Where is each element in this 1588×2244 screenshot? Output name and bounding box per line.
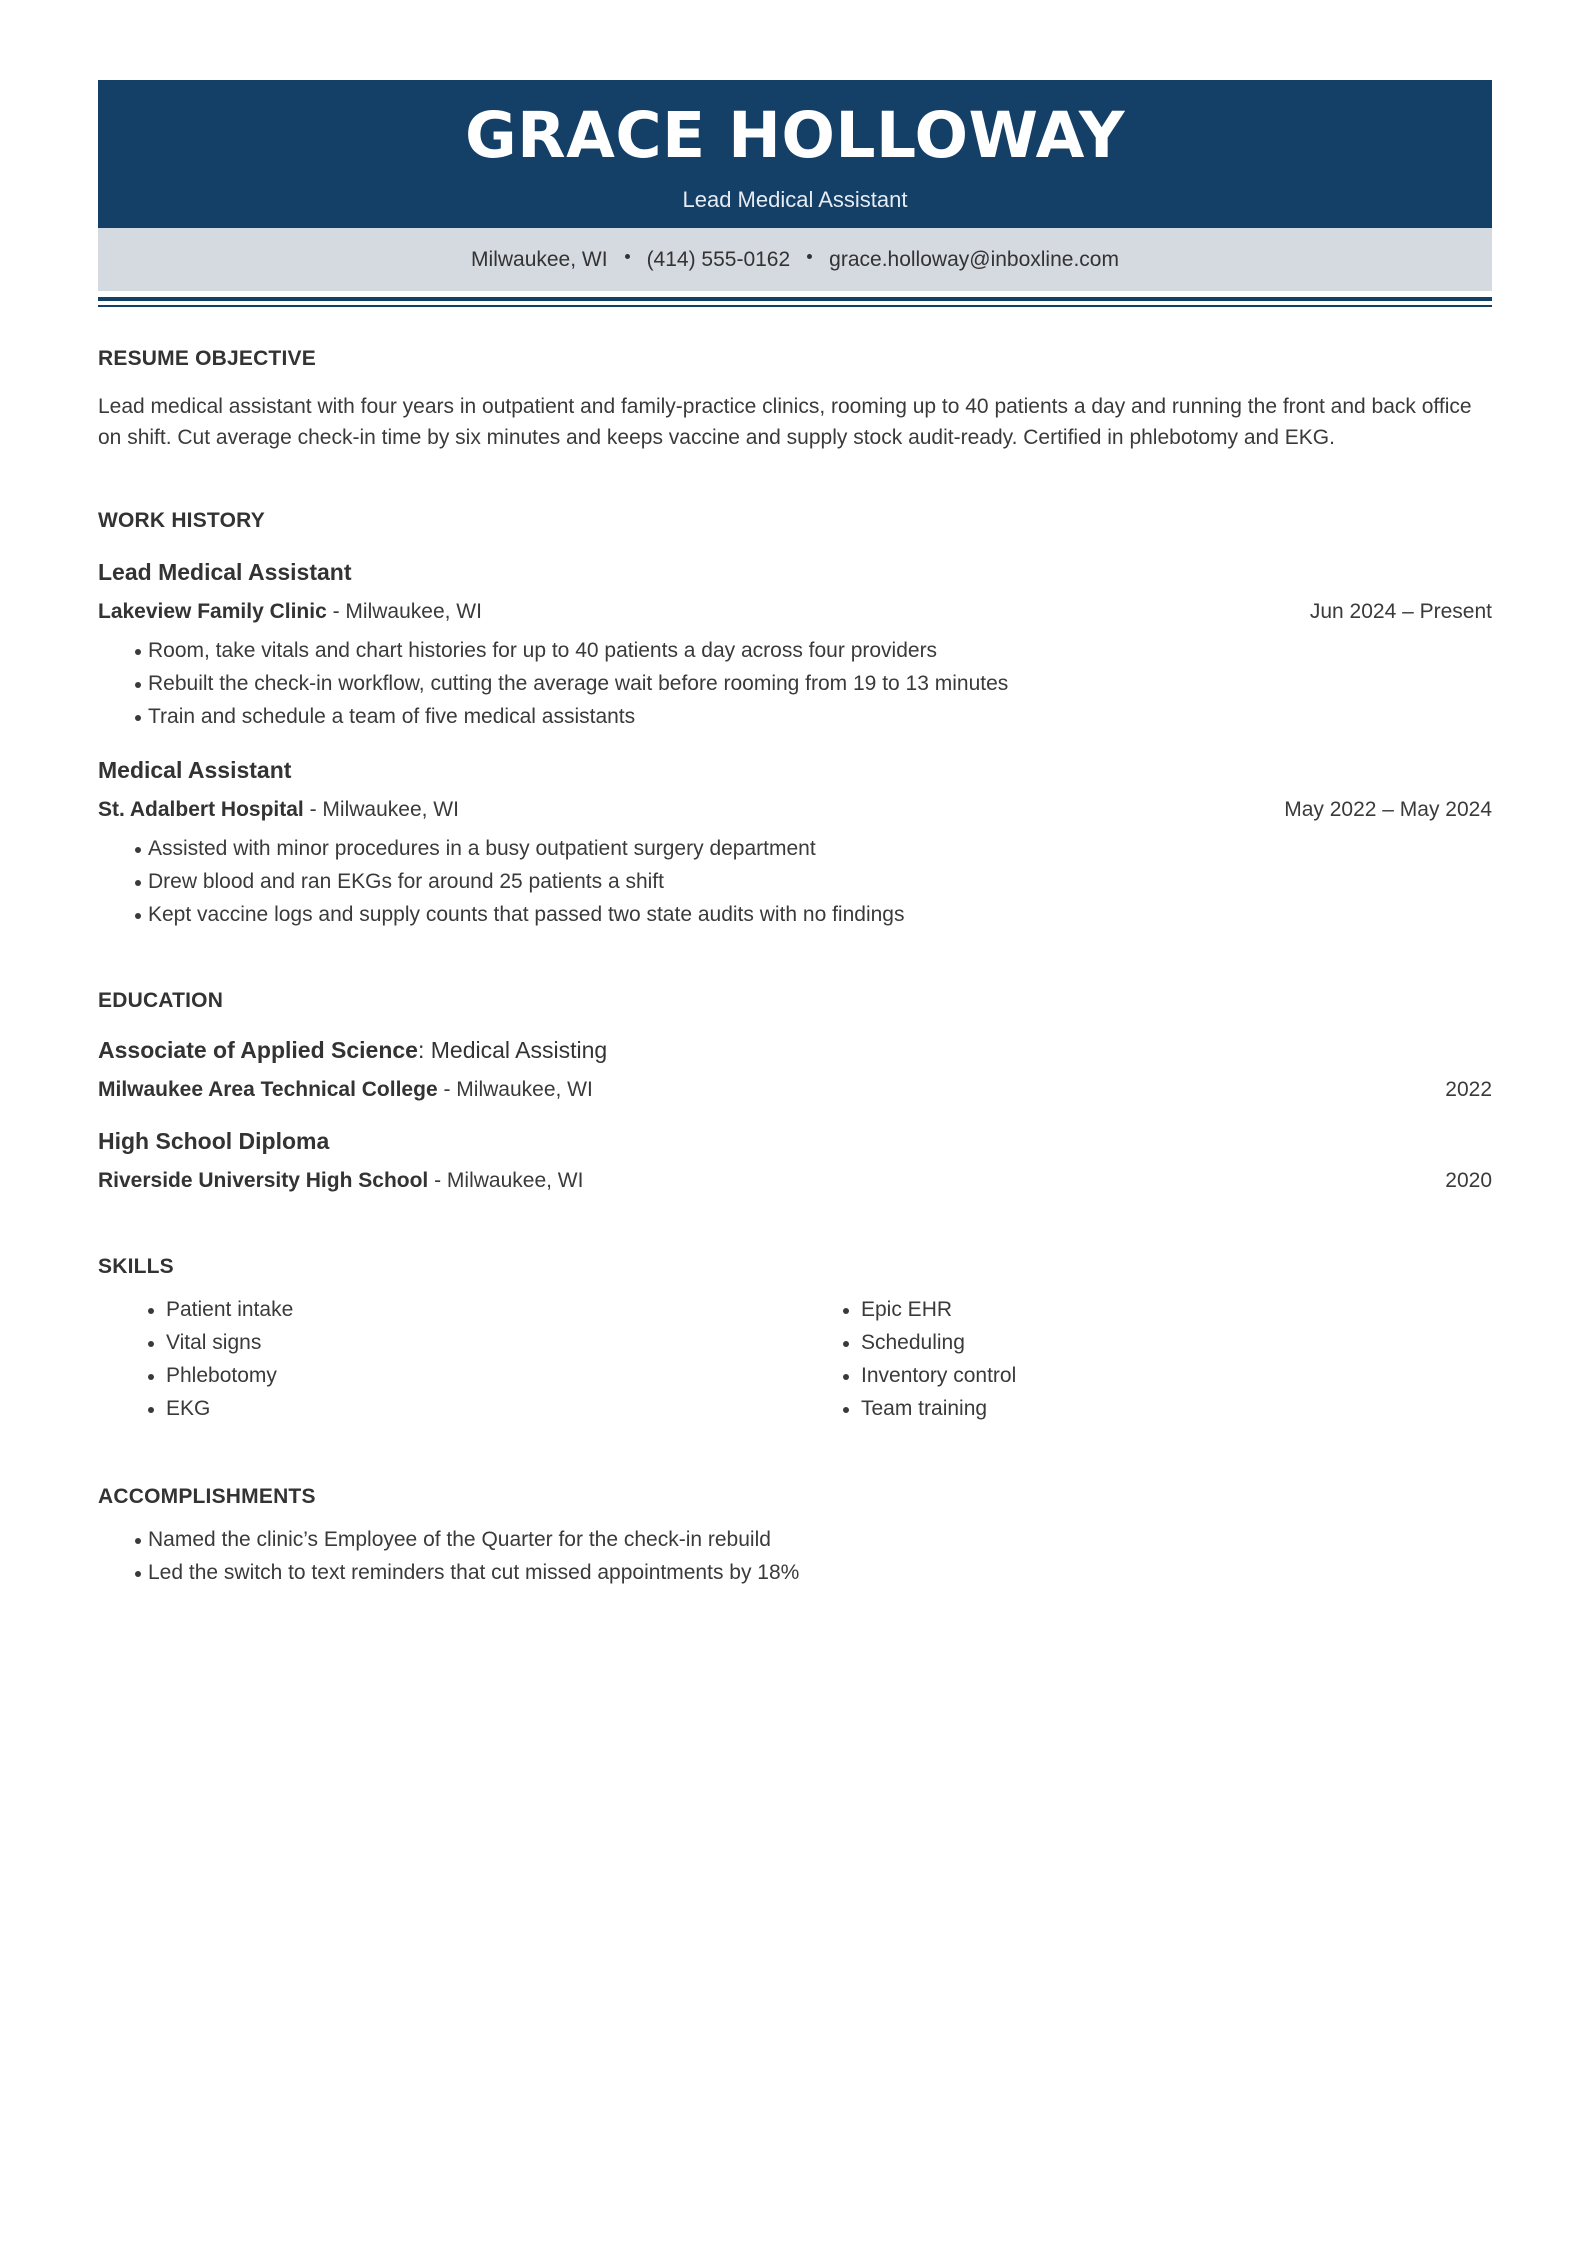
job-title: Medical Assistant — [98, 757, 292, 783]
education-degree-line — [98, 1128, 1492, 1155]
education-school: Riverside University High School — [98, 1169, 429, 1192]
job-entry — [98, 559, 1492, 733]
list-item: Kept vaccine logs and supply counts that passed two state audits with no findings — [98, 898, 1492, 931]
bullet-icon — [135, 913, 141, 919]
bullet-icon — [135, 1538, 141, 1544]
job-bullets — [98, 832, 1492, 931]
objective-text: Lead medical assistant with four years in outpatient and family-practice clinics, rooming up to 40 patients a day and running the front and back office on shift. Cut average check-in time by six minutes and keeps vaccine and supply stock audit-ready. Certified in phlebotomy and EKG. — [98, 395, 1472, 449]
resume-header — [98, 80, 1492, 228]
bullet-icon — [843, 1308, 849, 1314]
job-employer: Lakeview Family Clinic — [98, 600, 327, 623]
list-item: Led the switch to text reminders that cut missed appointments by 18% — [98, 1556, 1492, 1589]
job-employer-line — [98, 798, 459, 822]
education-school-line — [98, 1078, 593, 1102]
contact-location: Milwaukee, WI — [471, 247, 608, 271]
list-item: Room, take vitals and chart histories for up to 40 patients a day across four providers — [98, 634, 1492, 667]
bullet-icon — [135, 682, 141, 688]
header-divider-thin — [98, 305, 1492, 307]
contact-bar — [98, 228, 1492, 291]
education-location: - Milwaukee, WI — [428, 1169, 584, 1192]
education-degree: Associate of Applied Science — [98, 1037, 418, 1063]
job-dates: Jun 2024 – Present — [1309, 600, 1492, 623]
list-item: Drew blood and ran EKGs for around 25 patients a shift — [98, 865, 1492, 898]
bullet-separator-icon — [807, 254, 812, 259]
bullet-icon — [135, 847, 141, 853]
education-school-line — [98, 1169, 583, 1193]
candidate-title: Lead Medical Assistant — [682, 187, 908, 212]
education-field: : Medical Assisting — [417, 1037, 608, 1063]
job-entry — [98, 757, 1492, 931]
header-divider-thick — [98, 297, 1492, 301]
list-item: Phlebotomy — [98, 1359, 793, 1392]
bullet-icon — [148, 1341, 154, 1347]
education-entry — [98, 1037, 1492, 1102]
job-employer: St. Adalbert Hospital — [98, 798, 304, 821]
education-meta-row — [98, 1078, 1492, 1102]
bullet-icon — [843, 1407, 849, 1413]
list-item: Vital signs — [98, 1326, 793, 1359]
job-location: - Milwaukee, WI — [326, 600, 482, 623]
bullet-icon — [843, 1341, 849, 1347]
skills-column-left — [98, 1293, 793, 1425]
candidate-name: GRACE HOLLOWAY — [464, 99, 1126, 172]
accomplishments-list — [98, 1523, 1492, 1589]
education-year: 2022 — [1445, 1078, 1492, 1101]
education-location: - Milwaukee, WI — [437, 1078, 593, 1101]
list-item: Scheduling — [793, 1326, 1488, 1359]
job-title: Lead Medical Assistant — [98, 559, 352, 585]
section-heading: SKILLS — [98, 1255, 174, 1278]
bullet-separator-icon — [625, 254, 630, 259]
list-item: Named the clinic’s Employee of the Quarter for the check-in rebuild — [98, 1523, 1492, 1556]
list-item: Patient intake — [98, 1293, 793, 1326]
education-entry — [98, 1128, 1492, 1193]
job-meta-row — [98, 798, 1492, 822]
education-section — [98, 989, 1492, 1193]
resume-page — [98, 80, 1492, 1589]
bullet-icon — [148, 1308, 154, 1314]
list-item: Train and schedule a team of five medical assistants — [98, 700, 1492, 733]
education-degree-line — [98, 1037, 1492, 1064]
education-school: Milwaukee Area Technical College — [98, 1078, 438, 1101]
skills-columns — [98, 1293, 1492, 1425]
list-item: Assisted with minor procedures in a busy outpatient surgery department — [98, 832, 1492, 865]
skills-section — [98, 1255, 1492, 1425]
job-dates: May 2022 – May 2024 — [1284, 798, 1492, 821]
section-heading: ACCOMPLISHMENTS — [98, 1485, 316, 1508]
contact-email: grace.holloway@inboxline.com — [829, 247, 1119, 271]
job-location: - Milwaukee, WI — [303, 798, 459, 821]
work-history-section — [98, 509, 1492, 931]
job-bullets — [98, 634, 1492, 733]
bullet-icon — [148, 1407, 154, 1413]
education-meta-row — [98, 1169, 1492, 1193]
bullet-icon — [135, 715, 141, 721]
bullet-icon — [843, 1374, 849, 1380]
bullet-icon — [148, 1374, 154, 1380]
bullet-icon — [135, 880, 141, 886]
list-item: Rebuilt the check-in workflow, cutting the average wait before rooming from 19 to 13 minutes — [98, 667, 1492, 700]
list-item: Team training — [793, 1392, 1488, 1425]
job-employer-line — [98, 600, 482, 624]
contact-phone: (414) 555-0162 — [646, 247, 791, 271]
accomplishments-section — [98, 1485, 1492, 1589]
job-meta-row — [98, 600, 1492, 624]
list-item: Epic EHR — [793, 1293, 1488, 1326]
education-degree: High School Diploma — [98, 1128, 330, 1154]
bullet-icon — [135, 649, 141, 655]
section-heading: RESUME OBJECTIVE — [98, 347, 316, 370]
list-item: Inventory control — [793, 1359, 1488, 1392]
skills-column-right — [793, 1293, 1488, 1425]
list-item: EKG — [98, 1392, 793, 1425]
section-heading: EDUCATION — [98, 989, 224, 1012]
bullet-icon — [135, 1571, 141, 1577]
section-heading: WORK HISTORY — [98, 509, 265, 532]
education-year: 2020 — [1445, 1169, 1492, 1192]
objective-section — [98, 347, 1492, 453]
